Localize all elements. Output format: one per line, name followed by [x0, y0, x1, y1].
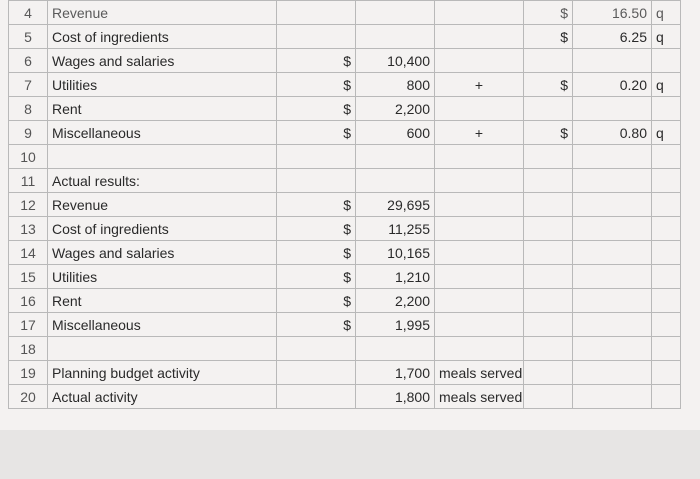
currency-cell[interactable]: $: [277, 313, 356, 337]
rate-currency-cell[interactable]: [524, 361, 573, 385]
rate-cell[interactable]: [573, 313, 652, 337]
unit-cell[interactable]: [652, 97, 681, 121]
label-cell[interactable]: Revenue: [48, 193, 277, 217]
row-number: 9: [9, 121, 48, 145]
currency-cell[interactable]: [277, 1, 356, 25]
table-row: [9, 241, 681, 265]
table-row: [9, 265, 681, 289]
rate-currency-cell[interactable]: $: [524, 25, 573, 49]
rate-cell[interactable]: 6.25: [573, 25, 652, 49]
currency-cell[interactable]: $: [277, 97, 356, 121]
unit-cell[interactable]: q: [652, 121, 681, 145]
rate-cell[interactable]: [573, 289, 652, 313]
label-cell[interactable]: Actual activity: [48, 385, 277, 409]
currency-cell[interactable]: $: [277, 241, 356, 265]
rate-cell[interactable]: [573, 265, 652, 289]
rate-cell[interactable]: [573, 337, 652, 361]
currency-cell[interactable]: [277, 145, 356, 169]
table-row: [9, 193, 681, 217]
operator-cell[interactable]: [435, 97, 524, 121]
operator-cell[interactable]: [435, 241, 524, 265]
label-cell[interactable]: Cost of ingredients: [48, 217, 277, 241]
rate-currency-cell[interactable]: $: [524, 121, 573, 145]
operator-cell[interactable]: [435, 265, 524, 289]
amount-cell[interactable]: [356, 337, 435, 361]
rate-cell[interactable]: [573, 169, 652, 193]
unit-cell[interactable]: q: [652, 1, 681, 25]
label-cell[interactable]: [48, 337, 277, 361]
unit-cell[interactable]: [652, 145, 681, 169]
operator-cell[interactable]: [435, 49, 524, 73]
operator-cell[interactable]: [435, 169, 524, 193]
currency-cell[interactable]: [277, 169, 356, 193]
amount-cell[interactable]: [356, 169, 435, 193]
amount-cell[interactable]: 800: [356, 73, 435, 97]
unit-cell[interactable]: [652, 169, 681, 193]
unit-cell[interactable]: [652, 217, 681, 241]
table-row: [9, 313, 681, 337]
operator-cell[interactable]: +: [435, 121, 524, 145]
label-cell[interactable]: Revenue: [48, 1, 277, 25]
label-cell[interactable]: Rent: [48, 97, 277, 121]
operator-cell[interactable]: [435, 1, 524, 25]
row-number: 17: [9, 313, 48, 337]
operator-cell[interactable]: +: [435, 73, 524, 97]
table-row: [9, 169, 681, 193]
rate-cell[interactable]: [573, 361, 652, 385]
amount-cell[interactable]: 2,200: [356, 289, 435, 313]
rate-currency-cell[interactable]: [524, 169, 573, 193]
label-cell[interactable]: Utilities: [48, 73, 277, 97]
label-cell[interactable]: Actual results:: [48, 169, 277, 193]
unit-cell[interactable]: [652, 193, 681, 217]
currency-cell[interactable]: $: [277, 265, 356, 289]
unit-cell[interactable]: [652, 313, 681, 337]
currency-cell[interactable]: $: [277, 217, 356, 241]
rate-currency-cell[interactable]: [524, 337, 573, 361]
row-number: 16: [9, 289, 48, 313]
operator-cell[interactable]: meals served: [435, 361, 524, 385]
amount-cell[interactable]: [356, 1, 435, 25]
rate-currency-cell[interactable]: $: [524, 1, 573, 25]
label-cell[interactable]: Wages and salaries: [48, 241, 277, 265]
currency-cell[interactable]: [277, 385, 356, 409]
table-row: [9, 337, 681, 361]
operator-cell[interactable]: meals served: [435, 385, 524, 409]
currency-cell[interactable]: $: [277, 49, 356, 73]
row-number: 5: [9, 25, 48, 49]
unit-cell[interactable]: [652, 265, 681, 289]
operator-cell[interactable]: [435, 337, 524, 361]
table-row: [9, 145, 681, 169]
amount-cell[interactable]: [356, 145, 435, 169]
row-number: 12: [9, 193, 48, 217]
table-row: [9, 1, 681, 25]
rate-currency-cell[interactable]: [524, 217, 573, 241]
rate-currency-cell[interactable]: [524, 193, 573, 217]
currency-cell[interactable]: $: [277, 73, 356, 97]
amount-cell[interactable]: 10,165: [356, 241, 435, 265]
row-number: 4: [9, 1, 48, 25]
amount-cell[interactable]: 1,995: [356, 313, 435, 337]
row-number: 13: [9, 217, 48, 241]
amount-cell[interactable]: 2,200: [356, 97, 435, 121]
rate-currency-cell[interactable]: $: [524, 73, 573, 97]
row-number: 20: [9, 385, 48, 409]
label-cell[interactable]: Rent: [48, 289, 277, 313]
table-row: [9, 217, 681, 241]
unit-cell[interactable]: [652, 361, 681, 385]
spreadsheet-grid: [8, 0, 681, 409]
rate-cell[interactable]: [573, 193, 652, 217]
row-number: 18: [9, 337, 48, 361]
rate-cell[interactable]: [573, 49, 652, 73]
rate-currency-cell[interactable]: [524, 49, 573, 73]
table-row: [9, 97, 681, 121]
currency-cell[interactable]: [277, 337, 356, 361]
row-number: 10: [9, 145, 48, 169]
rate-currency-cell[interactable]: [524, 289, 573, 313]
rate-cell[interactable]: [573, 385, 652, 409]
amount-cell[interactable]: 1,210: [356, 265, 435, 289]
unit-cell[interactable]: [652, 337, 681, 361]
row-number: 19: [9, 361, 48, 385]
operator-cell[interactable]: [435, 25, 524, 49]
rate-cell[interactable]: 16.50: [573, 1, 652, 25]
operator-cell[interactable]: [435, 145, 524, 169]
row-number: 7: [9, 73, 48, 97]
rate-cell[interactable]: [573, 241, 652, 265]
label-cell[interactable]: Cost of ingredients: [48, 25, 277, 49]
rate-cell[interactable]: [573, 97, 652, 121]
unit-cell[interactable]: [652, 241, 681, 265]
operator-cell[interactable]: [435, 289, 524, 313]
amount-cell[interactable]: 600: [356, 121, 435, 145]
currency-cell[interactable]: [277, 25, 356, 49]
table-row: [9, 289, 681, 313]
unit-cell[interactable]: [652, 49, 681, 73]
rate-currency-cell[interactable]: [524, 385, 573, 409]
unit-cell[interactable]: q: [652, 25, 681, 49]
rate-currency-cell[interactable]: [524, 265, 573, 289]
operator-cell[interactable]: [435, 193, 524, 217]
rate-currency-cell[interactable]: [524, 145, 573, 169]
table-row: [9, 385, 681, 409]
rate-currency-cell[interactable]: [524, 241, 573, 265]
label-cell[interactable]: Planning budget activity: [48, 361, 277, 385]
table-row: [9, 121, 681, 145]
unit-cell[interactable]: q: [652, 73, 681, 97]
operator-cell[interactable]: [435, 313, 524, 337]
rate-cell[interactable]: 0.80: [573, 121, 652, 145]
table-row: [9, 49, 681, 73]
label-cell[interactable]: Wages and salaries: [48, 49, 277, 73]
table-row: [9, 73, 681, 97]
label-cell[interactable]: Miscellaneous: [48, 121, 277, 145]
table-row: [9, 361, 681, 385]
row-number: 6: [9, 49, 48, 73]
row-number: 14: [9, 241, 48, 265]
rate-currency-cell[interactable]: [524, 313, 573, 337]
amount-cell[interactable]: 1,700: [356, 361, 435, 385]
currency-cell[interactable]: [277, 361, 356, 385]
currency-cell[interactable]: $: [277, 121, 356, 145]
unit-cell[interactable]: [652, 289, 681, 313]
label-cell[interactable]: Utilities: [48, 265, 277, 289]
amount-cell[interactable]: 11,255: [356, 217, 435, 241]
operator-cell[interactable]: [435, 217, 524, 241]
label-cell[interactable]: Miscellaneous: [48, 313, 277, 337]
amount-cell[interactable]: 1,800: [356, 385, 435, 409]
amount-cell[interactable]: [356, 25, 435, 49]
amount-cell[interactable]: 29,695: [356, 193, 435, 217]
row-number: 8: [9, 97, 48, 121]
row-number: 15: [9, 265, 48, 289]
rate-cell[interactable]: [573, 217, 652, 241]
table-row: [9, 25, 681, 49]
unit-cell[interactable]: [652, 385, 681, 409]
rate-cell[interactable]: [573, 145, 652, 169]
label-cell[interactable]: [48, 145, 277, 169]
page-background: [0, 430, 700, 479]
rate-cell[interactable]: 0.20: [573, 73, 652, 97]
currency-cell[interactable]: $: [277, 289, 356, 313]
amount-cell[interactable]: 10,400: [356, 49, 435, 73]
currency-cell[interactable]: $: [277, 193, 356, 217]
row-number: 11: [9, 169, 48, 193]
rate-currency-cell[interactable]: [524, 97, 573, 121]
